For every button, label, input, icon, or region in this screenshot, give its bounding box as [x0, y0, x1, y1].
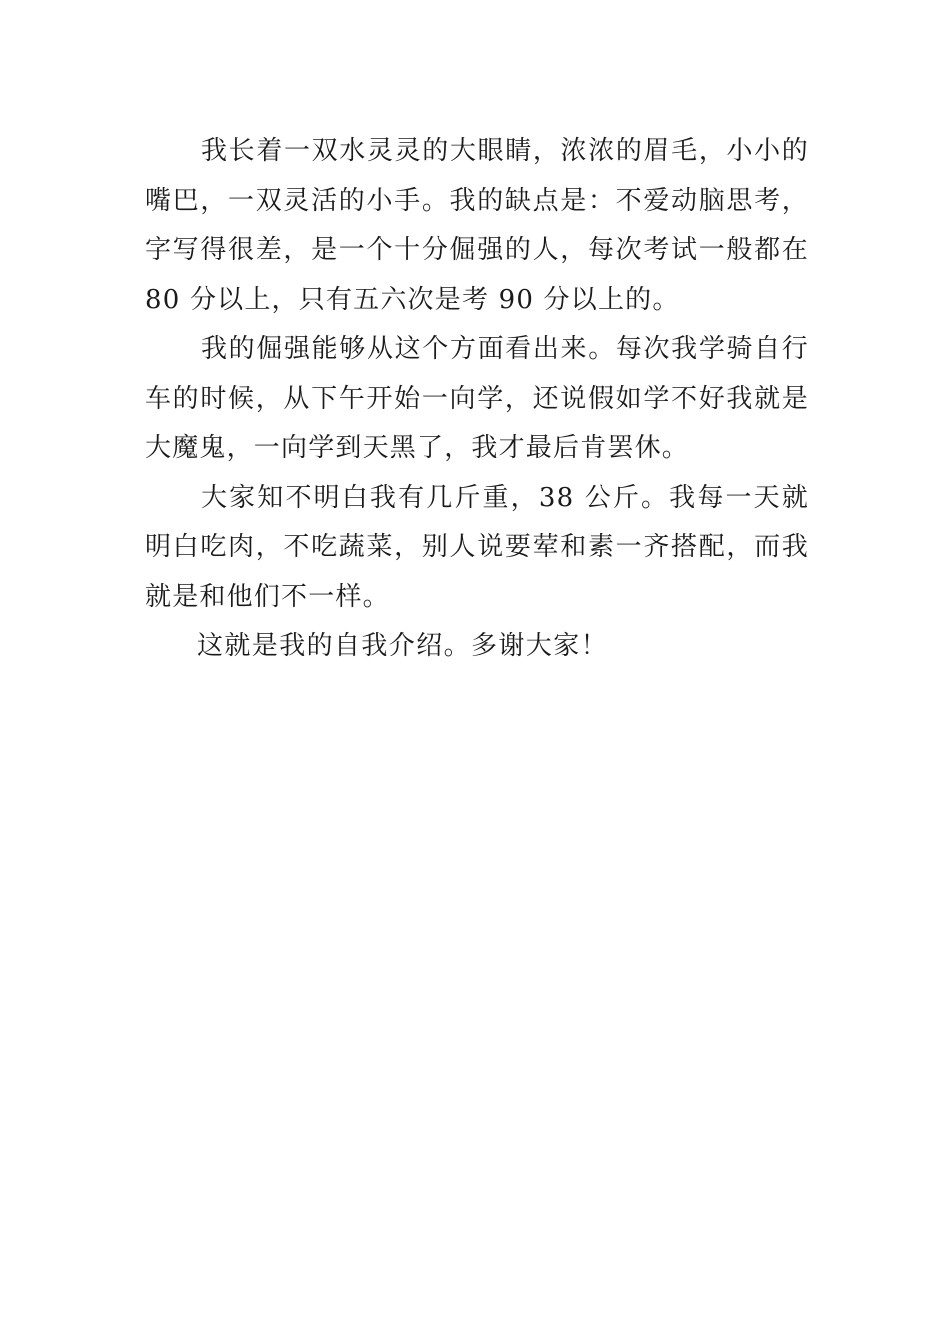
- paragraph-closing: 这就是我的自我介绍。多谢大家！: [197, 631, 609, 661]
- document-body: [145, 127, 809, 672]
- paragraph-weight-and-diet: 大家知不明白我有几斤重，38 公斤。我每一天就明白吃肉，不吃蔬菜，别人说要荤和素一齐搭配，而我就是和他们不一样。: [145, 482, 809, 612]
- paragraph-stubbornness: 我的倔强能够从这个方面看出来。每次我学骑自行车的时候，从下午开始一向学，还说假如学不好我就是大魔鬼，一向学到天黑了，我才最后肯罢休。: [145, 334, 809, 463]
- paragraph-appearance: 我长着一双水灵灵的大眼睛，浓浓的眉毛，小小的嘴巴，一双灵活的小手。我的缺点是：不爱动脑思考，字写得很差，是一个十分倔强的人，每次考试一般都在 80 分以上，只有五六次是考 90 分以上的。: [145, 136, 809, 315]
